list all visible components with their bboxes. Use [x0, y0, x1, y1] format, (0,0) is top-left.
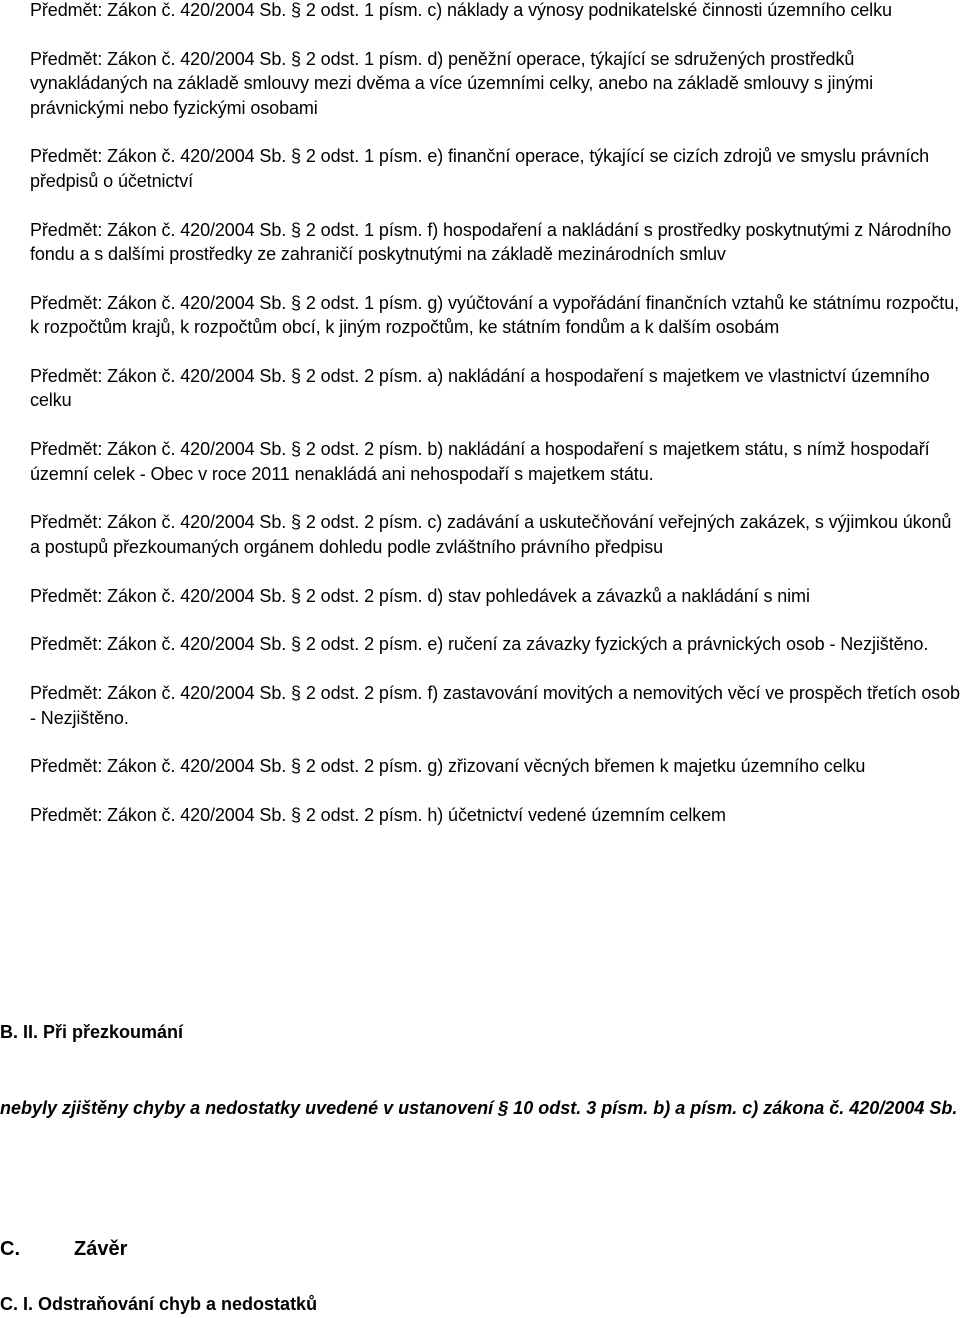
subject-item: Předmět: Zákon č. 420/2004 Sb. § 2 odst. 2 písm. e) ručení za závazky fyzických a právnických osob - Nezjištěno. — [30, 634, 929, 655]
finding-statement: nebyly zjištěny chyby a nedostatky uvedené v ustanovení § 10 odst. 3 písm. b) a písm. c) zákona č. 420/2004 Sb. — [0, 1098, 958, 1118]
subject-item: Předmět: Zákon č. 420/2004 Sb. § 2 odst. 2 písm. c) zadávání a uskutečňování veřejných zakázek, s výjimkou úkonů a postupů přezkoumaných orgánem dohledu podle zvláštního právního předpisu — [30, 512, 952, 557]
subject-item: Předmět: Zákon č. 420/2004 Sb. § 2 odst. 1 písm. c) náklady a výnosy podnikatelské činnosti územního celku — [30, 0, 892, 20]
subject-item: Předmět: Zákon č. 420/2004 Sb. § 2 odst. 1 písm. e) finanční operace, týkající se cizích zdrojů ve smyslu právních předpisů o účetnictví — [30, 146, 930, 191]
subject-item: Předmět: Zákon č. 420/2004 Sb. § 2 odst. 2 písm. a) nakládání a hospodaření s majetkem ve vlastnictví územního celku — [30, 366, 930, 411]
subject-item: Předmět: Zákon č. 420/2004 Sb. § 2 odst. 2 písm. f) zastavování movitých a nemovitých věcí ve prospěch třetích osob - Nezjištěno. — [30, 683, 960, 728]
section-c1-heading: C. I. Odstraňování chyb a nedostatků — [0, 1294, 318, 1314]
section-c-number: C. — [0, 1238, 20, 1260]
subject-item: Předmět: Zákon č. 420/2004 Sb. § 2 odst. 2 písm. b) nakládání a hospodaření s majetkem státu, s nímž hospodaří územní celek - Obec v roce 2011 nenakládá ani nehospodaří s majetkem státu. — [30, 439, 930, 484]
subject-item: Předmět: Zákon č. 420/2004 Sb. § 2 odst. 1 písm. f) hospodaření a nakládání s prostředky poskytnutými z Národního fondu a s dalšími prostředky ze zahraničí poskytnutými na základě mezinárodních smluv — [30, 219, 952, 265]
subject-item: Předmět: Zákon č. 420/2004 Sb. § 2 odst. 2 písm. h) účetnictví vedené územním celkem — [30, 805, 726, 826]
section-b-heading: B. II. Při přezkoumání — [0, 1022, 184, 1042]
subject-list — [30, 0, 960, 852]
subject-item: Předmět: Zákon č. 420/2004 Sb. § 2 odst. 1 písm. g) vyúčtování a vypořádání finančních vztahů ke státnímu rozpočtu, k rozpočtům krajů, k rozpočtům obcí, k jiným rozpočtům, ke státním fondům a k dalším osobám — [30, 292, 960, 338]
subject-item: Předmět: Zákon č. 420/2004 Sb. § 2 odst. 1 písm. d) peněžní operace, týkající se sdružených prostředků vynakládaných na základě smlouvy mezi dvěma a více územními celky, anebo na základě smlouvy s jinými právnickými nebo fyzickými osobami — [30, 48, 874, 118]
subject-item: Předmět: Zákon č. 420/2004 Sb. § 2 odst. 2 písm. d) stav pohledávek a závazků a nakládání s nimi — [30, 585, 810, 606]
section-c-title: Závěr — [74, 1238, 128, 1260]
subject-item: Předmět: Zákon č. 420/2004 Sb. § 2 odst. 2 písm. g) zřizovaní věcných břemen k majetku územního celku — [30, 756, 866, 777]
section-c-heading — [0, 1236, 127, 1262]
